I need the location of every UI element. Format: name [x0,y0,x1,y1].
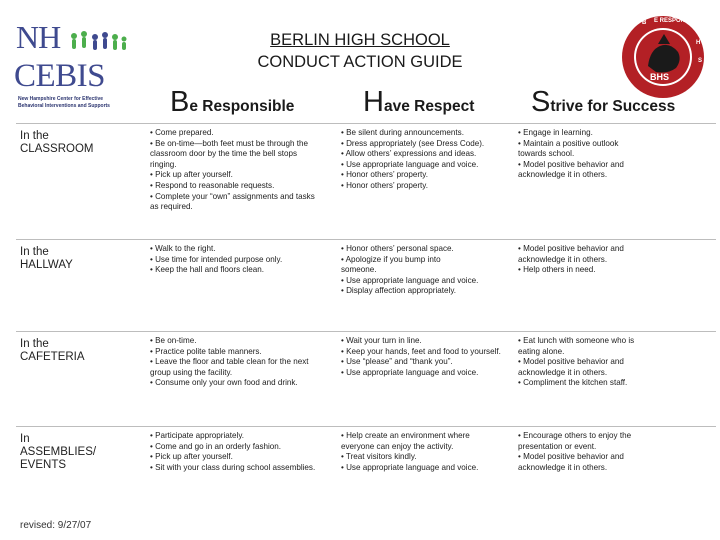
row-label [20,338,146,364]
guideline-item: • Come prepared. [150,128,214,137]
guideline-item: • Consume only your own food and drink. [150,378,298,388]
guideline-item: • Be silent during announcements. [341,128,464,137]
logo-tagline: New Hampshire Center for Effective Behavioral Interventions and Supports [18,96,110,109]
responsible-cell [150,336,340,389]
svg-text:E RESPONSIBLE: E RESPONSIBLE [654,18,703,24]
guideline-item: acknowledge it in others. [518,170,608,180]
row-label-line: ASSEMBLIES/ [20,446,97,458]
guideline-item: presentation or event. [518,441,597,451]
row-label-line: HALLWAY [20,259,73,271]
guideline-item: • Keep the hall and floors clean. [150,265,264,275]
guideline-item: • Come and go in an orderly fashion. [150,441,282,451]
guideline-item: • Help create an environment where [341,431,470,440]
row-label-line: CAFETERIA [20,351,85,363]
guideline-item: • Treat visitors kindly. [341,452,417,462]
guideline-item: • Wait your turn in line. [341,336,422,345]
guideline-item: • Model positive behavior and [518,357,624,367]
guideline-item: • Eat lunch with someone who is [518,336,635,345]
row-label-line: EVENTS [20,459,67,471]
guideline-item: everyone can enjoy the activity. [341,441,454,451]
guideline-item: • Be on-time. [150,336,197,345]
guideline-item: • Use appropriate language and voice. [341,367,479,377]
guideline-item: classroom door by the time the bell stops [150,149,298,159]
seal-letters: BHS [650,72,670,82]
guideline-item: • Complete your “own” assignments and tasks [150,191,315,201]
guideline-item: • Practice polite table manners. [150,346,262,356]
guideline-item: • Use “please” and “thank you”. [341,357,453,367]
guideline-item: • Dress appropriately (see Dress Code). [341,138,485,148]
guideline-item: • Use appropriate language and voice. [341,462,479,472]
guideline-item: • Apologize if you bump into [341,254,441,264]
svg-text:H: H [696,40,701,46]
row-label [20,433,146,472]
guideline-item: • Honor others’ property. [341,170,428,180]
nh-cebis-logo [12,20,120,110]
guideline-item: • Pick up after yourself. [150,452,233,462]
success-cell [518,431,658,473]
logo-cebis-text: CEBIS [14,58,106,94]
guideline-item: • Honor others’ property. [341,180,428,190]
row-label [20,246,146,272]
guideline-item: • Compliment the kitchen staff. [518,378,628,388]
respect-cell [341,128,526,192]
row-label-line: In the [20,338,49,350]
table-row-assemblies [16,426,716,522]
responsible-cell [150,244,340,276]
guideline-item: • Use appropriate language and voice. [341,275,479,285]
row-label-line: In the [20,130,49,142]
row-label-line: In the [20,246,49,258]
guideline-item: someone. [341,265,377,275]
svg-text:B: B [642,20,647,26]
logo-people-icon [68,28,128,56]
guideline-item: • Participate appropriately. [150,431,245,440]
header-strive-for-success: Strive for Success [531,86,676,118]
guideline-item: • Allow others’ expressions and ideas. [341,149,477,159]
table-row-hallway [16,239,716,332]
guideline-item: ringing. [150,159,177,169]
guideline-item: • Model positive behavior and [518,452,624,462]
guideline-item: • Pick up after yourself. [150,170,233,180]
guideline-item: towards school. [518,149,575,159]
school-name: BERLIN HIGH SCHOOL [270,31,450,49]
guideline-item: as required. [150,202,193,212]
guideline-item: • Use appropriate language and voice. [341,159,479,169]
document-title [200,29,520,73]
success-cell [518,244,658,276]
guideline-item: eating alone. [518,346,565,356]
row-label-line: CLASSROOM [20,143,94,155]
revised-date: revised: 9/27/07 [20,520,92,531]
guideline-item: • Respond to reasonable requests. [150,180,275,190]
row-label-line: In [20,433,30,445]
row-label [20,130,146,156]
guide-name: CONDUCT ACTION GUIDE [257,53,463,71]
guideline-item: • Help others in need. [518,265,596,275]
responsible-cell [150,128,340,213]
guideline-item: • Encourage others to enjoy the [518,431,632,440]
guideline-item: acknowledge it in others. [518,367,608,377]
success-cell [518,128,658,181]
guideline-item: • Leave the floor and table clean for the next [150,357,309,367]
guideline-item: • Engage in learning. [518,128,593,137]
header-be-responsible: Be Responsible [170,86,295,118]
respect-cell [341,244,526,297]
guideline-item: • Be on-time—both feet must be through the [150,138,309,148]
responsible-cell [150,431,340,473]
respect-cell [341,336,526,378]
guideline-item: • Sit with your class during school assemblies. [150,462,316,472]
guideline-item: acknowledge it in others. [518,462,608,472]
guideline-item: acknowledge it in others. [518,254,608,264]
guideline-item: • Model positive behavior and [518,244,624,253]
guideline-item: group using the facility. [150,367,233,377]
guideline-item: • Display affection appropriately. [341,286,457,296]
guideline-item: • Maintain a positive outlook [518,138,619,148]
success-cell [518,336,658,389]
guideline-item: • Use time for intended purpose only. [150,254,283,264]
logo-nh-text: NH [16,19,61,55]
guideline-item: • Keep your hands, feet and food to yourself. [341,346,501,356]
respect-cell [341,431,526,473]
guideline-item: • Honor others’ personal space. [341,244,454,253]
table-row-cafeteria [16,331,716,427]
guideline-item: • Model positive behavior and [518,159,624,169]
svg-text:S: S [698,58,703,64]
header-have-respect: Have Respect [363,86,475,118]
guideline-item: • Walk to the right. [150,244,216,253]
table-row-classroom [16,123,716,240]
